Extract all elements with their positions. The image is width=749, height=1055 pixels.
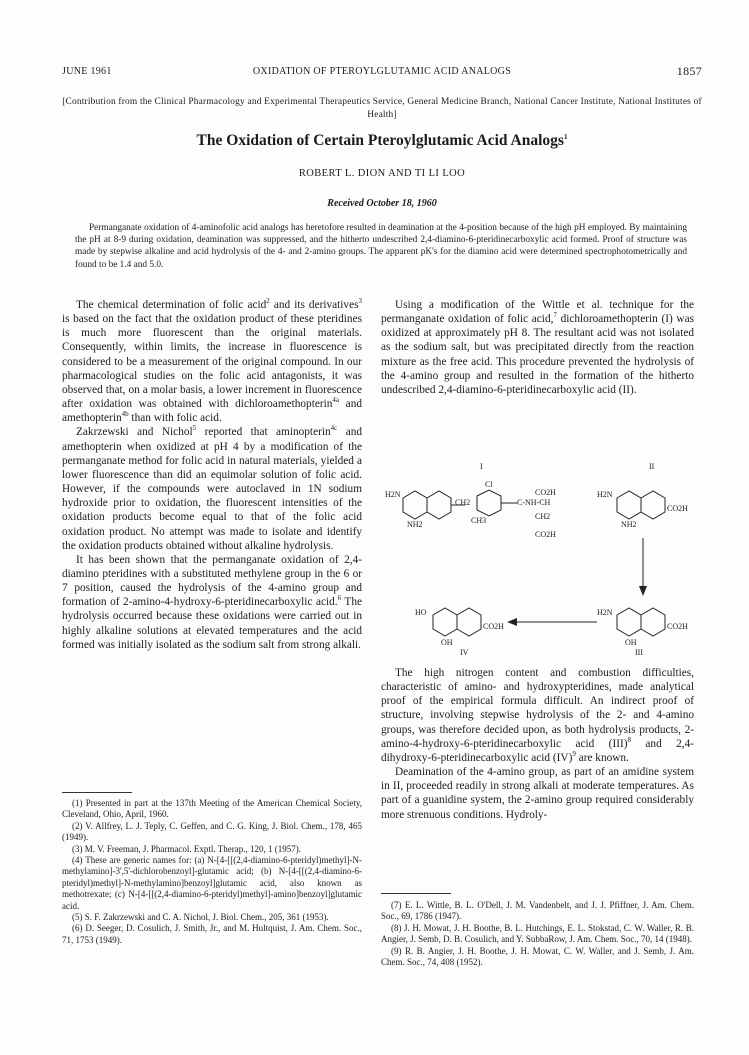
formula-co2h-bottom: CO2H xyxy=(535,530,556,539)
paragraph: Deamination of the 4-amino group, as part of an amidine system in II, proceeded readily in strong alkali at moderate temperatures. As part of a guanidine system, the 2-amino group required considerably more strenuous conditions. Hydroly- xyxy=(381,766,694,821)
formula-h2n-III: H2N xyxy=(597,608,613,617)
pteridine-ring-II-left xyxy=(617,491,641,519)
text-run: The hydrolysis occurred because these oxidations were carried out in highly alkaline solutions at elevated temperatures and the acid formed was initially isolated as the sodium salt from strong alkali. xyxy=(62,596,362,651)
text-run: and its derivatives xyxy=(269,299,359,311)
pteridine-ring-I-left xyxy=(403,491,427,519)
reaction-scheme xyxy=(385,460,695,660)
text-run: The high nitrogen content and combustion difficulties, characteristic of amino- and hydroxypteridines, made analytical proof of the empirical formula difficult. An indirect proof of structure, involving stepwise hydrolysis of the 2- and 4-amino groups, was therefore decided upon, as both hydrolysis products, 2-amino-4-hydroxy-6-pteridinecarboxylic acid (III) xyxy=(381,667,694,750)
formula-co2h-III: CO2H xyxy=(667,622,688,631)
footnotes-left xyxy=(62,798,362,946)
footnote: (4) These are generic names for: (a) N-[4-[[(2,4-diamino-6-pteridyl)methyl]-N-methylamino]-3',5'-dichlorobenzoyl]-glutamic acid; (b) N-[4-[[(2,4-diamino-6-pteridyl)methyl]-N-methylamino]benzoyl]glutamic acid, also known as methotrexate; (c) N-[4-[[(2,4-diamino-6-pteridyl)methyl]-amino]benzoyl]glutamic acid. xyxy=(62,855,362,911)
paper-title xyxy=(62,132,702,150)
formula-cnhch: C-NH-CH xyxy=(517,498,551,507)
citation-mark: 6 xyxy=(337,594,342,603)
text-run: than with folic acid. xyxy=(128,412,222,425)
text-run: The chemical determination of folic acid xyxy=(76,299,267,311)
compound-label-III: III xyxy=(635,648,643,657)
column-right-top xyxy=(381,298,694,397)
formula-oh-IV: OH xyxy=(441,638,453,647)
column-left xyxy=(62,298,362,652)
paragraph xyxy=(381,298,694,397)
header-running-title: OXIDATION OF PTEROYLGLUTAMIC ACID ANALOGS xyxy=(252,66,512,77)
paragraph xyxy=(62,425,362,552)
abstract: Permanganate oxidation of 4-aminofolic acid analogs has heretofore resulted in deamination at the 4-position because of the high pH employed. By maintaining the pH at 8-9 during oxidation, deamination was suppressed, and the hitherto undescribed 2,4-diamino-6-pteridinecarboxylic acid formed. Proof of structure was made by stepwise alkaline and acid hydrolysis of the 4- and 2-amino groups. The apparent pK's for the diamino acid were determined spectrophotometrically and found to be 1.4 and 5.0. xyxy=(75,223,687,270)
compound-label-I: I xyxy=(480,462,483,471)
formula-ch2-chain: CH2 xyxy=(535,512,551,521)
text-run: reported that aminopterin xyxy=(196,426,331,439)
text-run: Zakrzewski and Nichol xyxy=(76,426,193,439)
footnote: (8) J. H. Mowat, J. H. Boothe, B. L. Hutchings, E. L. Stokstad, C. W. Waller, R. B. Angier, J. Semb, D. B. Cosulich, and Y. SubbaRow, J. Am. Chem. Soc., 70, 14 (1948). xyxy=(381,922,694,945)
text-run: are known. xyxy=(575,751,629,764)
pteridine-ring-II-right xyxy=(641,491,665,519)
pteridine-ring-III-right xyxy=(641,608,665,636)
formula-co2h-IV: CO2H xyxy=(483,622,504,631)
footnote: (9) R. B. Angier, J. H. Boothe, J. H. Mowat, C. W. Waller, and J. Semb, J. Am. Chem. Soc., 74, 408 (1952). xyxy=(381,945,694,968)
pteridine-ring-IV-left xyxy=(433,608,457,636)
citation-mark: 8 xyxy=(627,736,631,745)
formula-co2h-top: CO2H xyxy=(535,488,556,497)
text-run: and amethopterin xyxy=(62,398,362,425)
pteridine-ring-IV-right xyxy=(457,608,481,636)
footnote-rule xyxy=(381,893,451,894)
paragraph xyxy=(62,298,362,425)
text-run: and 2,4-dihydroxy-6-pteridinecarboxylic acid (IV) xyxy=(381,737,694,764)
footnotes-right xyxy=(381,900,694,968)
formula-nh2: NH2 xyxy=(407,520,423,529)
citation-mark: 4c xyxy=(330,424,338,433)
footnote-rule xyxy=(62,792,132,793)
formula-nh2-II: NH2 xyxy=(621,520,637,529)
arrow-left-icon xyxy=(507,618,517,626)
formula-ch2: CH2 xyxy=(455,498,471,507)
formula-co2h-II: CO2H xyxy=(667,504,688,513)
text-run: is based on the fact that the oxidation product of these pteridines is much more fluorescent than the original materials. Consequently, within limits, the increase in fluorescence is considered to be a measurement of the original compound. In our pharmacological studies on the folic acid antagonists, it was observed that, on a molar basis, a lower increment in fluorescence after oxidation was obtained with dichloroamethopterin xyxy=(62,313,362,411)
text-run: dichloroamethopterin (I) was oxidized at approximately pH 8. The resultant acid was not isolated as the sodium salt, but was precipitated directly from the reaction mixture as the free acid. This procedure prevented the hydrolysis of the 4-amino group and resulted in the formation of the hitherto undescribed 2,4-diamino-6-pteridinecarboxylic acid (II). xyxy=(381,313,695,396)
authors: ROBERT L. DION AND TI LI LOO xyxy=(298,168,466,179)
affiliation: [Contribution from the Clinical Pharmacology and Experimental Therapeutics Service, General Medicine Branch, National Cancer Institute, National Institutes of Health] xyxy=(62,97,702,120)
text-run: Using a modification of the Wittle et al. technique for the permanganate oxidation of folic acid, xyxy=(381,299,694,326)
citation-mark: 9 xyxy=(572,750,576,759)
arrow-down-icon xyxy=(639,586,647,596)
citation-mark: 4b xyxy=(121,410,129,419)
footnote: (6) D. Seeger, D. Cosulich, J. Smith, Jr., and M. Hultquist, J. Am. Chem. Soc., 71, 1753 (1949). xyxy=(62,923,362,945)
column-right-bottom xyxy=(381,666,694,822)
header-date: JUNE 1961 xyxy=(62,66,112,77)
footnote: (2) V. Allfrey, L. J. Teply, C. Geffen, and C. G. King, J. Biol. Chem., 178, 465 (1949). xyxy=(62,820,362,843)
page-number: 1857 xyxy=(676,64,702,78)
compound-label-IV: IV xyxy=(460,648,469,657)
text-run: It has been shown that the permanganate oxidation of 2,4-diamino pteridines with a substituted methylene group in the 6 or 7 position, caused the hydrolysis of the 4-amino group and formation of 2-amino-4-hydroxy-6-pteridinecarboxylic acid. xyxy=(62,553,362,609)
compound-label-II: II xyxy=(649,462,655,471)
received-date: Received October 18, 1960 xyxy=(327,198,437,209)
formula-ho: HO xyxy=(415,608,427,617)
paragraph xyxy=(381,666,694,765)
formula-h2n: H2N xyxy=(385,490,401,499)
formula-ch3: CH3 xyxy=(471,516,487,525)
benzene-ring-I xyxy=(477,490,501,516)
text-run: and amethopterin when oxidized at pH 4 by a modification of the permanganate method for folic acid in natural materials, yielded a lower fluorescence than did an equimolar solution of folic acid. However, if the compounds were autoclaved in 1N sodium hydroxide prior to oxidation, the fluorescent intensities of the oxidation products become equal to that of the folic acid oxidation product. No attempt was made to isolate and identify the oxidation products obtained without alkaline hydrolysis. xyxy=(62,426,363,552)
footnote: (5) S. F. Zakrzewski and C. A. Nichol, J. Biol. Chem., 205, 361 (1953). xyxy=(72,912,329,923)
running-header xyxy=(62,64,702,80)
formula-h2n-II: H2N xyxy=(597,490,613,499)
paragraph xyxy=(62,553,362,652)
footnote: (1) Presented in part at the 137th Meeting of the American Chemical Society, Cleveland, Ohio, April, 1960. xyxy=(62,798,362,820)
citation-mark: 4a xyxy=(332,396,340,405)
pteridine-ring-I-right xyxy=(427,491,451,519)
citation-mark: 2 xyxy=(266,297,270,306)
pteridine-ring-III-left xyxy=(617,608,641,636)
citation-mark: 5 xyxy=(192,424,197,433)
footnote: (3) M. V. Freeman, J. Pharmacol. Exptl. Therap., 120, 1 (1957). xyxy=(72,843,301,854)
footnote: (7) E. L. Wittle, B. L. O'Dell, J. M. Vandenbelt, and J. J. Pfiffner, J. Am. Chem. Soc., 69, 1786 (1947). xyxy=(381,900,694,922)
formula-cl: Cl xyxy=(485,480,493,489)
citation-mark: 3 xyxy=(358,297,362,306)
title-footnote-mark: 1 xyxy=(563,132,568,141)
title-text: The Oxidation of Certain Pteroylglutamic Acid Analogs xyxy=(196,132,564,149)
citation-mark: 7 xyxy=(553,311,557,320)
formula-oh-III: OH xyxy=(625,638,637,647)
